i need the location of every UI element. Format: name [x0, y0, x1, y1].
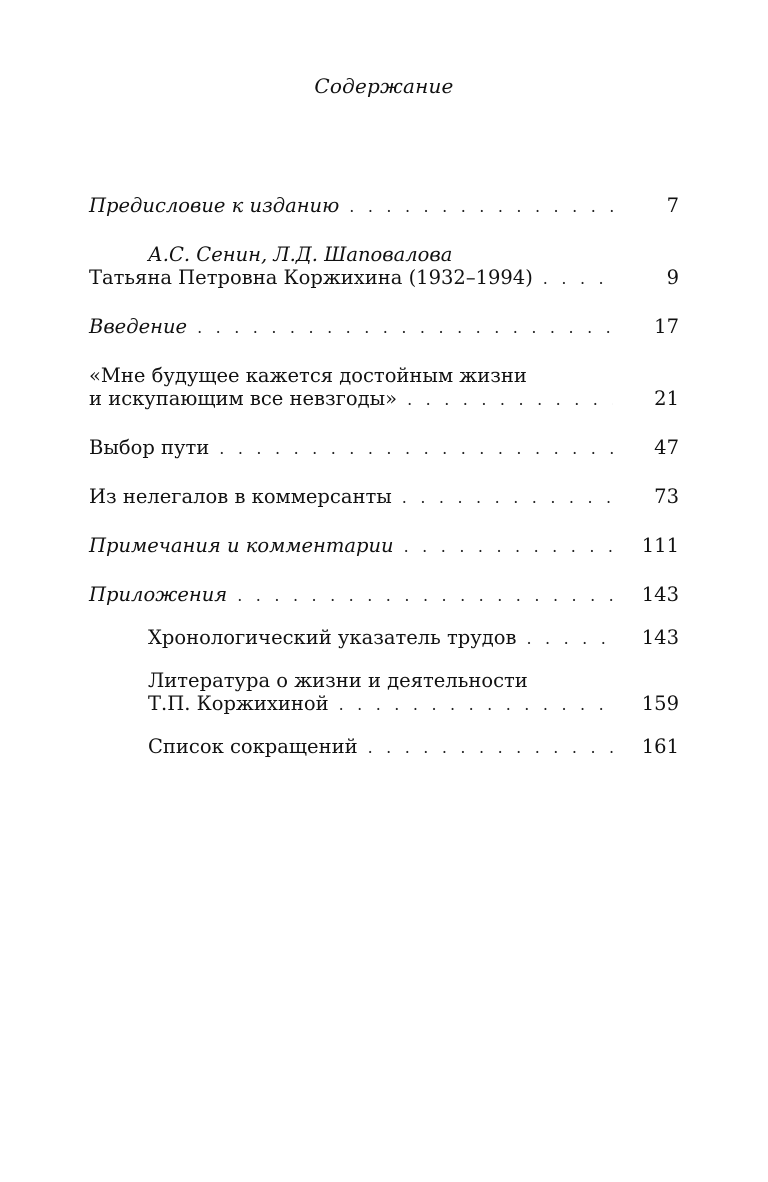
toc-entry-page: 143 — [641, 626, 679, 649]
dot-leader — [219, 437, 613, 460]
toc-entry-page: 111 — [641, 534, 679, 557]
toc-entry-author: А.С. Сенин, Л.Д. Шаповалова — [148, 243, 453, 266]
toc-entry-title: Из нелегалов в коммерсанты — [89, 485, 392, 508]
dot-leader — [197, 316, 613, 339]
dot-leader — [368, 736, 613, 759]
dot-leader — [237, 584, 613, 607]
toc-entry-bibliography-index — [89, 626, 679, 650]
toc-entry-title: Список сокращений — [148, 735, 358, 758]
toc-entry-title: Хронологический указатель трудов — [148, 626, 517, 649]
toc-entry-biography — [89, 243, 679, 290]
toc-heading: Содержание — [314, 74, 454, 98]
toc-entry-literature — [89, 669, 679, 716]
toc-entry-title-line1: Литература о жизни и деятельности — [148, 669, 528, 692]
toc-entry-title: Выбор пути — [89, 436, 210, 459]
toc-entry-introduction — [89, 315, 679, 339]
dot-leader — [404, 535, 613, 558]
dot-leader — [526, 627, 613, 650]
dot-leader — [407, 388, 613, 411]
toc-entry-abbreviations — [89, 735, 679, 759]
toc-entry-appendices — [89, 583, 679, 607]
toc-entry-page: 161 — [641, 735, 679, 758]
toc-entry-chapter-2 — [89, 436, 679, 460]
toc-entry-title: Предисловие к изданию — [89, 194, 340, 217]
toc-entry-page: 47 — [654, 436, 679, 459]
toc-entry-title: Приложения — [89, 583, 228, 606]
toc-entry-notes — [89, 534, 679, 558]
toc-entry-page: 73 — [654, 485, 679, 508]
dot-leader — [349, 195, 613, 218]
toc-entry-title: Введение — [89, 315, 188, 338]
toc-entry-preface — [89, 194, 679, 218]
toc-entry-page: 159 — [641, 692, 679, 715]
toc-entry-page: 143 — [641, 583, 679, 606]
toc-entry-page: 21 — [654, 387, 679, 410]
toc-entry-title-line2: и искупающим все невзгоды» — [89, 387, 398, 410]
dot-leader — [543, 267, 613, 290]
toc-entry-chapter-1 — [89, 364, 679, 411]
toc-entry-title-line1: «Мне будущее кажется достойным жизни — [89, 364, 527, 387]
toc-entry-page: 9 — [666, 266, 679, 289]
dot-leader — [402, 486, 613, 509]
toc-entry-page: 7 — [666, 194, 679, 217]
toc-entry-chapter-3 — [89, 485, 679, 509]
toc-entry-title: Татьяна Петровна Коржихина (1932–1994) — [89, 266, 533, 289]
dot-leader — [339, 693, 613, 716]
toc-entry-title: Примечания и комментарии — [89, 534, 394, 557]
toc-entry-page: 17 — [654, 315, 679, 338]
table-of-contents — [89, 194, 679, 778]
toc-entry-title-line2: Т.П. Коржихиной — [148, 692, 329, 715]
